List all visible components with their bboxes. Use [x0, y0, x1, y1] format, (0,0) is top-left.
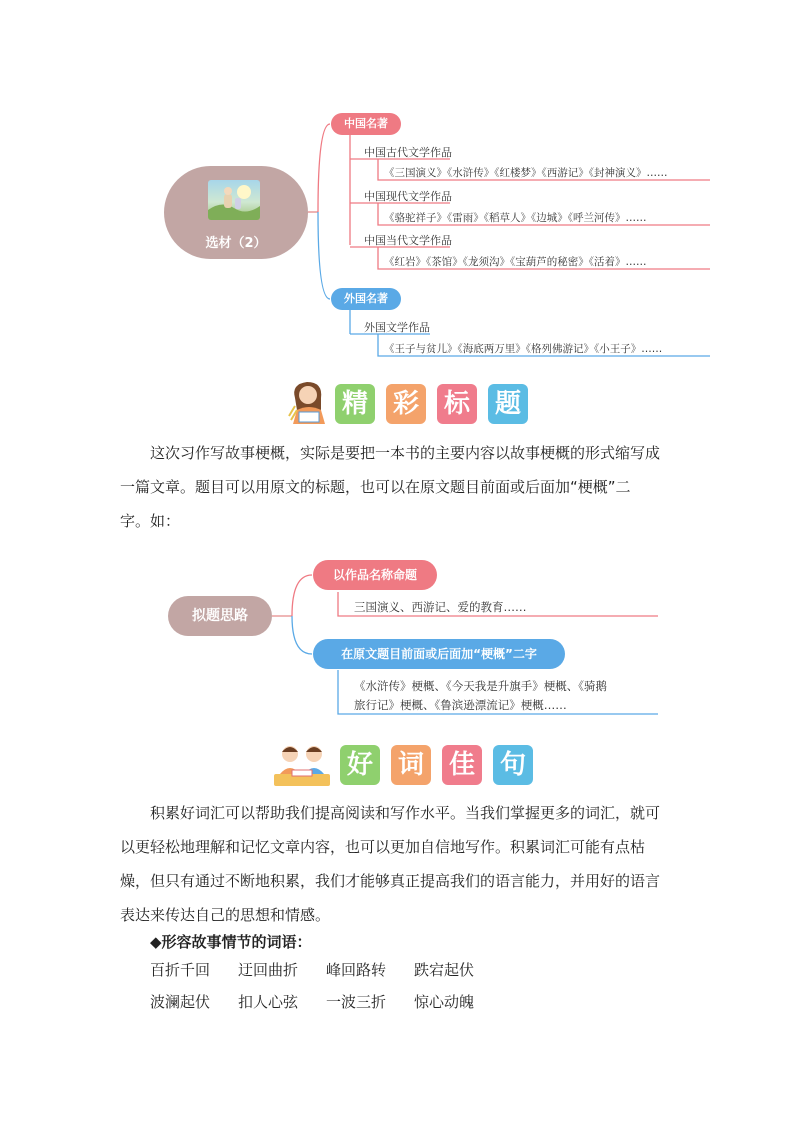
- word-item: 峰回路转: [326, 961, 387, 979]
- girl-reading-icon: [285, 376, 333, 426]
- mindmap2-root: 拟题思路: [168, 596, 272, 636]
- leaf-contemporary-works: 《红岩》《茶馆》《龙须沟》《宝葫芦的秘密》《活着》……: [384, 256, 647, 268]
- sub-ancient-works: 中国古代文学作品: [364, 146, 452, 159]
- sub-contemporary-works: 中国当代文学作品: [364, 234, 452, 247]
- word-item: 扣人心弦: [238, 993, 299, 1011]
- section2-char-3: 佳: [442, 745, 482, 785]
- leaf-ancient-works: 《三国演义》《水浒传》《红楼梦》《西游记》《封神演义》……: [384, 167, 668, 179]
- leaf-line-1: 《水浒传》梗概、《今天我是升旗手》梗概、《骑鹅: [354, 679, 607, 693]
- illustration-image: [208, 180, 260, 220]
- word-row-1: [150, 959, 502, 980]
- mindmap1-root-label: 选材（2）: [205, 236, 267, 251]
- word-item: 跌宕起伏: [414, 961, 475, 979]
- leaf-foreign-works: 《王子与贫儿》《海底两万里》《格列佛游记》《小王子》……: [384, 343, 663, 355]
- section1-char-1: 精: [335, 384, 375, 424]
- sub-foreign-works: 外国文学作品: [364, 321, 430, 334]
- section2-char-4: 句: [493, 745, 533, 785]
- word-item: 一波三折: [326, 993, 387, 1011]
- section2-paragraph: 积累好词汇可以帮助我们提高阅读和写作水平。当我们掌握更多的词汇，就可以更轻松地理解和记忆文章内容，也可以更加自信地写作。积累词汇可能有点枯燥，但只有通过不断地积累，我们才能够真正提高我们的语言能力，并用好的语言表达来传达自己的思想和情感。: [120, 804, 661, 924]
- word-item: 百折千回: [150, 961, 211, 979]
- section2-char-2: 词: [391, 745, 431, 785]
- section1-char-3: 标: [437, 384, 477, 424]
- leaf-modern-works: 《骆驼祥子》《雷雨》《稻草人》《边城》《呼兰河传》……: [384, 212, 647, 224]
- word-item: 迂回曲折: [238, 961, 299, 979]
- branch-title-add-summary: 在原文题目前面或后面加“梗概”二字: [313, 639, 565, 669]
- branch-title-by-name: 以作品名称命题: [313, 560, 437, 590]
- leaf-title-add-summary: [354, 677, 674, 715]
- section2-char-1: 好: [340, 745, 380, 785]
- section1-char-2: 彩: [386, 384, 426, 424]
- word-row-2: [150, 991, 502, 1012]
- mindmap1-root: [164, 166, 308, 259]
- mindmap1-connectors: [0, 0, 794, 370]
- section1-char-4: 题: [488, 384, 528, 424]
- sub-modern-works: 中国现代文学作品: [364, 190, 452, 203]
- word-item: 波澜起伏: [150, 993, 211, 1011]
- branch-foreign-classics: 外国名著: [331, 288, 401, 310]
- leaf-title-by-name: 三国演义、西游记、爱的教育……: [354, 600, 527, 614]
- word-item: 惊心动魄: [414, 993, 475, 1011]
- branch-chinese-classics: 中国名著: [331, 113, 401, 135]
- leaf-line-2: 旅行记》梗概、《鲁滨逊漂流记》梗概……: [354, 698, 567, 712]
- students-studying-icon: [270, 740, 334, 790]
- section1-paragraph: 这次习作写故事梗概，实际是要把一本书的主要内容以故事梗概的形式缩写成一篇文章。题目可以用原文的标题，也可以在原文题目前面或后面加“梗概”二字。如：: [120, 444, 661, 530]
- word-list-title: ◆形容故事情节的词语：: [150, 933, 312, 951]
